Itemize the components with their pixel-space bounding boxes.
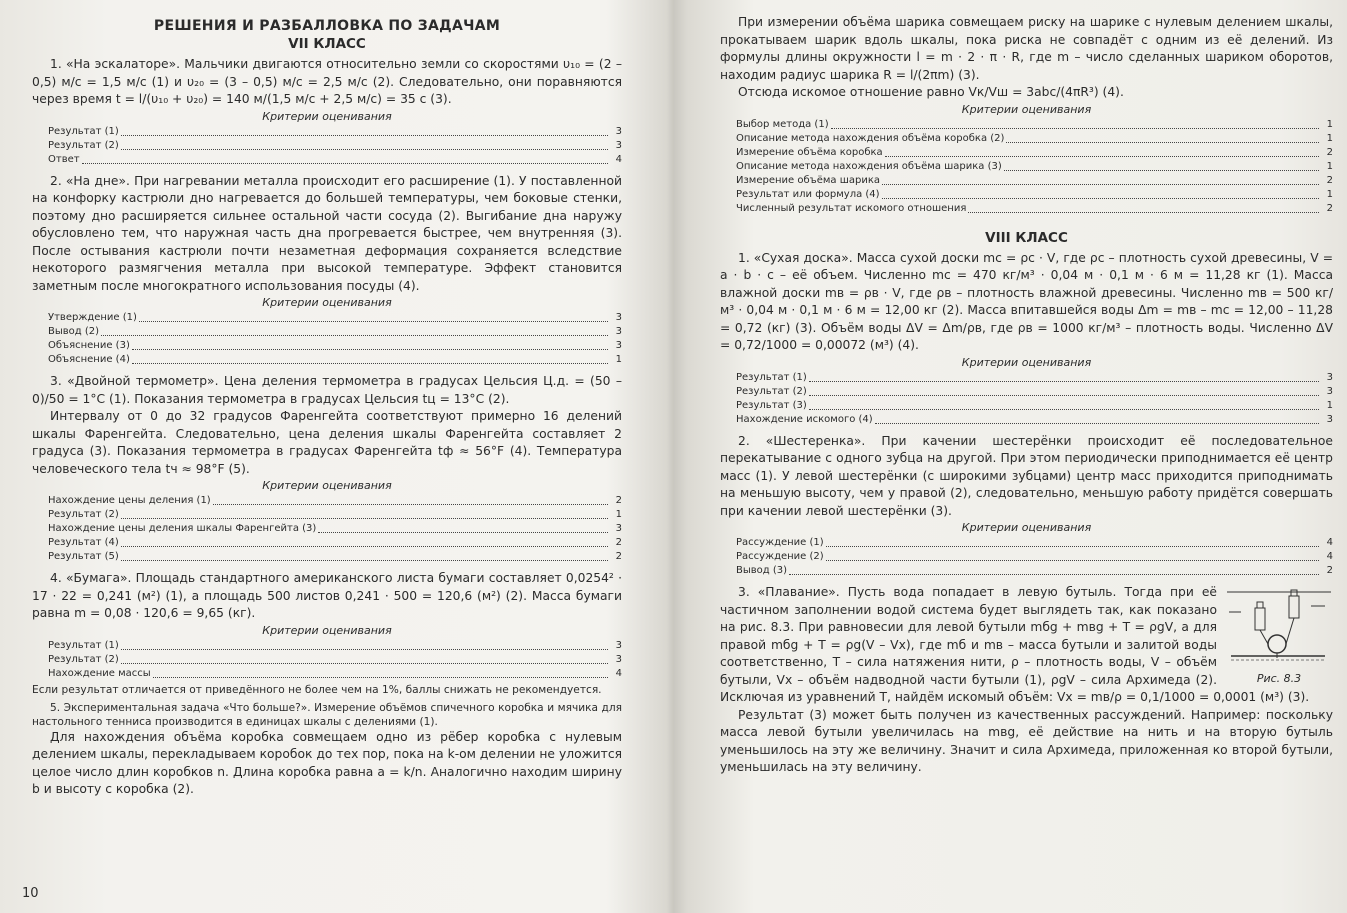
figure-8-3 — [1225, 586, 1333, 685]
criteria-row — [736, 202, 1333, 216]
criteria-points: 3 — [615, 340, 622, 351]
criteria-points: 2 — [1326, 174, 1333, 186]
criteria-row — [736, 564, 1333, 578]
criteria-title: Критерии оценивания — [262, 296, 392, 309]
criteria-label: Измерение объёма шарика — [736, 174, 881, 186]
criteria-points: 3 — [1326, 371, 1333, 383]
criteria-label: Нахождение цены деления шкалы Фаренгейта (3) — [48, 523, 317, 534]
criteria-list-1 — [48, 125, 622, 167]
criteria-points: 2 — [615, 551, 622, 562]
dot-leader — [875, 423, 1319, 424]
criteria-label: Результат (2) — [48, 653, 119, 665]
dot-leader — [809, 409, 1319, 410]
criteria-row — [736, 550, 1333, 564]
dot-leader — [882, 198, 1319, 199]
criteria-row — [736, 536, 1333, 550]
left-page — [0, 0, 660, 913]
dot-leader — [121, 649, 608, 650]
criteria-points: 1 — [615, 354, 622, 365]
dot-leader — [82, 163, 608, 164]
criteria-points: 3 — [615, 653, 622, 665]
problem-5-continued: При измерении объёма шарика совмещаем риску на шарике с нулевым делением шкалы, прокатываем шарик вдоль шкалы, пока риска не совпадёт с одним из её делений. Из формулы длины окружности l = m · 2 · π · R, где m – число сделанных шариком оборотов, находим радиус шарика R = l/(2πm) (3). — [720, 15, 1333, 82]
criteria-label: Объяснение (3) — [48, 340, 130, 351]
problem-8-3-note: Результат (3) может быть получен из качественных рассуждений. Например: поскольку масса левой бутыли увеличилась на mвg, её действие на нить и на вторую бутыль уменьшилось на эту же величину. Значит и сила Архимеда, приложенная ко второй бутыли, уменьшилась на эту величину. — [720, 707, 1333, 774]
criteria-points: 3 — [615, 139, 622, 151]
problem-3-text: 3. «Двойной термометр». Цена деления термометра в градусах Цельсия Ц.д. = (50 – 0)/50 = 1°C (1). Показания термометра в градусах Цельсия tц = 13°C (2). — [32, 374, 622, 406]
criteria-label: Объяснение (4) — [48, 354, 130, 365]
criteria-title: Критерии оценивания — [262, 109, 392, 123]
criteria-row — [736, 188, 1333, 202]
criteria-points: 3 — [615, 326, 622, 337]
criteria-label: Описание метода нахождения объёма шарика (3) — [736, 160, 1002, 172]
problem-4-text: 4. «Бумага». Площадь стандартного американского листа бумаги составляет 0,0254² · 17 · 22 = 0,241 (м²) (1), а площадь 500 листов 0,241 · 500 = 120,6 (м²) (2). Масса бумаги равна m = 0,08 · 120,6 = 9,65 (кг). — [32, 571, 622, 620]
criteria-points: 2 — [615, 495, 622, 506]
criteria-points: 2 — [615, 537, 622, 548]
left-column — [32, 14, 622, 799]
criteria-row — [736, 174, 1333, 188]
right-column — [720, 14, 1333, 777]
criteria-label: Измерение объёма коробка — [736, 146, 883, 158]
criteria-row — [48, 639, 622, 653]
criteria-row — [736, 146, 1333, 160]
criteria-list-2 — [48, 311, 622, 367]
criteria-list-3 — [48, 494, 622, 564]
criteria-label: Результат (1) — [736, 371, 807, 383]
dot-leader — [809, 395, 1319, 396]
dot-leader — [789, 574, 1319, 575]
criteria-title: Критерии оценивания — [961, 355, 1092, 369]
criteria-row — [736, 118, 1333, 132]
criteria-title: Критерии оценивания — [262, 623, 392, 637]
criteria-points: 1 — [615, 509, 622, 520]
criteria-row — [736, 132, 1333, 146]
problem-5-formula: Отсюда искомое отношение равно Vк/Vш = 3abc/(4πR³) (4). — [738, 85, 1124, 99]
criteria-label: Результат (1) — [48, 125, 119, 137]
criteria-row — [48, 653, 622, 667]
dot-leader — [121, 518, 608, 519]
criteria-points: 3 — [615, 125, 622, 137]
criteria-points: 1 — [1326, 118, 1333, 130]
dot-leader — [132, 349, 608, 350]
criteria-row — [48, 550, 622, 564]
criteria-points: 2 — [1326, 146, 1333, 158]
page-number: 10 — [22, 886, 39, 901]
criteria-row — [48, 153, 622, 167]
problem-5-text-cont: Для нахождения объёма коробка совмещаем одно из рёбер коробка с нулевым делением шкалы, перекладываем коробок до тех пор, пока на k-ом делении не уложится целое число длин коробков n. Длина коробка равна a = k/n. Аналогично находим ширину b и высоту c коробка (2). — [32, 729, 622, 796]
criteria-points: 1 — [1326, 132, 1333, 144]
dot-leader — [153, 677, 608, 678]
criteria-label: Нахождение искомого (4) — [736, 413, 873, 425]
figure-caption: Рис. 8.3 — [1256, 672, 1302, 685]
criteria-row — [48, 508, 622, 522]
dot-leader — [826, 546, 1319, 547]
criteria-points: 4 — [615, 667, 622, 679]
criteria-row — [48, 311, 622, 325]
dot-leader — [213, 504, 608, 505]
criteria-label: Результат (5) — [48, 551, 119, 562]
criteria-label: Вывод (3) — [736, 565, 788, 576]
criteria-label: Результат (1) — [48, 639, 119, 651]
criteria-label: Результат (2) — [48, 139, 119, 151]
dot-leader — [121, 546, 608, 547]
criteria-label: Результат (2) — [48, 509, 119, 520]
criteria-row — [48, 536, 622, 550]
problem-8-2-text: 2. «Шестеренка». При качении шестерёнки происходит её последовательное перекатывание с одного зубца на другой. При этом периодически приподнимается её центр масс (1). У левой шестерёнки (с широкими зубцами) центр масс приходится приподнимать на меньшую высоту, чем у правой (2), следовательно, меньшую работу придётся совершать при качении левой шестерёнки (3). — [720, 433, 1333, 518]
problem-1-text: 1. «На эскалаторе». Мальчики двигаются относительно земли со скоростями υ₁₀ = (2 – 0,5) м/с = 1,5 м/с (1) и υ₂₀ = (3 – 0,5) м/с = 2,5 м/с (2). Следовательно, они поравняются через время t = l/(υ₁₀ + υ₂₀) = 140 м/(1,5 м/с + 2,5 м/с) = 35 с (3). — [32, 57, 622, 106]
criteria-label: Описание метода нахождения объёма коробка (2) — [736, 132, 1005, 144]
problem-5-text: 5. Экспериментальная задача «Что больше?». Измерение объёмов спичечного коробка и мячика для настольного тенниса производится в единицах шкалы с делениями (1). — [32, 701, 622, 728]
criteria-label: Рассуждение (1) — [736, 537, 824, 548]
criteria-label: Рассуждение (2) — [736, 551, 824, 562]
dot-leader — [809, 381, 1319, 382]
criteria-label: Ответ — [48, 153, 80, 165]
criteria-title: Критерии оценивания — [961, 521, 1092, 534]
criteria-row — [48, 353, 622, 367]
criteria-points: 2 — [1326, 565, 1333, 576]
criteria-label: Нахождение массы — [48, 667, 151, 679]
dot-leader — [121, 149, 608, 150]
criteria-row — [736, 385, 1333, 399]
criteria-list-5 — [736, 118, 1333, 216]
problem-2-text: 2. «На дне». При нагревании металла происходит его расширение (1). У поставленной на конфорку кастрюли дно нагревается до большей температуры, чем боковые стенки, поэтому дно расширяется сильнее остальной части сосуда (2). Выгибание дна наружу обусловлено тем, что наружная часть дна прогревается быстрее, чем внутренняя (3). После остывания кастрюли почти незаметная деформация сохраняется вследствие некоторого размягчения металла при высокой температуре. Эффект становится заметным после многократного использования посуды (4). — [32, 173, 622, 293]
criteria-row — [48, 522, 622, 536]
dot-leader — [831, 128, 1319, 129]
dot-leader — [1006, 142, 1319, 143]
problem-8-1-text: 1. «Сухая доска». Масса сухой доски mс = ρс · V, где ρс – плотность сухой древесины, V = a · b · c – её объем. Численно mс = 470 кг/м³ · 0,04 м · 0,1 м · 6 м = 11,28 кг (1). Масса влажной доски mв = ρв · V, где ρв – плотность влажной древесины. Численно mв = 500 кг/м³ · 0,04 м · 0,1 м · 6 м = 12,00 кг (2). Масса впитавшейся воды Δm = mв – mс = 12,00 – 11,28 = 0,72 (кг) (3). Объём воды ΔV = Δm/ρв, где ρв = 1000 кг/м³ – плотность воды. Численно ΔV = 0,72/1000 = 0,00072 (м³) (4). — [720, 250, 1333, 352]
right-page — [690, 0, 1347, 913]
criteria-points: 3 — [1326, 413, 1333, 425]
criteria-row — [48, 139, 622, 153]
criteria-row — [736, 413, 1333, 427]
criteria-label: Утверждение (1) — [48, 312, 137, 323]
dot-leader — [882, 184, 1319, 185]
criteria-label: Результат (3) — [736, 399, 807, 411]
dot-leader — [101, 335, 608, 336]
dot-leader — [826, 560, 1319, 561]
page-title: РЕШЕНИЯ И РАЗБАЛЛОВКА ПО ЗАДАЧАМ — [153, 18, 501, 34]
dot-leader — [121, 560, 608, 561]
criteria-title: Критерии оценивания — [262, 479, 392, 492]
dot-leader — [318, 532, 608, 533]
criteria-points: 3 — [615, 312, 622, 323]
criteria-row — [736, 399, 1333, 413]
criteria-row — [736, 160, 1333, 174]
criteria-points: 1 — [1326, 399, 1333, 411]
dot-leader — [139, 321, 608, 322]
criteria-row — [48, 125, 622, 139]
dot-leader — [1004, 170, 1319, 171]
dot-leader — [885, 156, 1319, 157]
criteria-points: 4 — [615, 153, 622, 165]
problem-8-3-text: 3. «Плавание». Пусть вода попадает в левую бутыль. Тогда при её частичном заполнении водой система будет выглядеть так, как показано на рис. 8.3. При равновесии для левой бутыли mбg + mвg + T = ρgV, а для правой mбg + T = ρg(V – Vх), где mб и mв – масса бутыли и залитой воды соответственно, T – сила натяжения нити, ρ – плотность воды, V – объём бутыли, Vх – объём надводной части бутыли (1), ρgV – сила Архимеда (2). Исключая из уравнений T, найдём искомый объём: Vх = mв/ρ = 0,1/1000 = 0,0001 (м³) (3). — [720, 585, 1310, 704]
criteria-label: Численный результат искомого отношения — [736, 202, 967, 214]
criteria-points: 4 — [1326, 551, 1333, 562]
criteria-row — [48, 339, 622, 353]
criteria-label: Результат или формула (4) — [736, 188, 880, 200]
criteria-label: Выбор метода (1) — [736, 118, 829, 130]
criteria-row — [736, 371, 1333, 385]
criteria-label: Нахождение цены деления (1) — [48, 495, 211, 506]
criteria-label: Результат (4) — [48, 537, 119, 548]
dot-leader — [121, 135, 608, 136]
dot-leader — [968, 212, 1319, 213]
criteria-points: 3 — [1326, 385, 1333, 397]
criteria-points: 3 — [615, 639, 622, 651]
criteria-row — [48, 667, 622, 681]
problem-3-text-cont: Интервалу от 0 до 32 градусов Фаренгейта соответствуют примерно 16 делений шкалы Фаренгейта. Следовательно, цена деления шкалы Фаренгейта составляет 2 градуса (3). Показания термометра в градусах Фаренгейта tф ≈ 56°F (4). Температура человеческого тела tч ≈ 98°F (5). — [32, 409, 622, 476]
bottles-pulley-diagram — [1225, 586, 1333, 668]
criteria-list-7 — [736, 536, 1333, 578]
criteria-points: 3 — [615, 523, 622, 534]
dot-leader — [132, 363, 608, 364]
criteria-list-4 — [48, 639, 622, 681]
criteria-label: Результат (2) — [736, 385, 807, 397]
criteria-points: 1 — [1326, 160, 1333, 172]
dot-leader — [121, 663, 608, 664]
class-heading-7: VII КЛАСС — [288, 36, 366, 52]
criteria-row — [48, 494, 622, 508]
class-heading-8: VIII КЛАСС — [985, 229, 1068, 246]
criteria-points: 4 — [1326, 537, 1333, 548]
criteria-label: Вывод (2) — [48, 326, 100, 337]
criteria-list-6 — [736, 371, 1333, 427]
criteria-points: 2 — [1326, 202, 1333, 214]
criteria-title: Критерии оценивания — [961, 102, 1092, 116]
criteria-row — [48, 325, 622, 339]
criteria-points: 1 — [1326, 188, 1333, 200]
criteria-note: Если результат отличается от приведённого не более чем на 1%, баллы снижать не рекомендуется. — [32, 683, 602, 696]
